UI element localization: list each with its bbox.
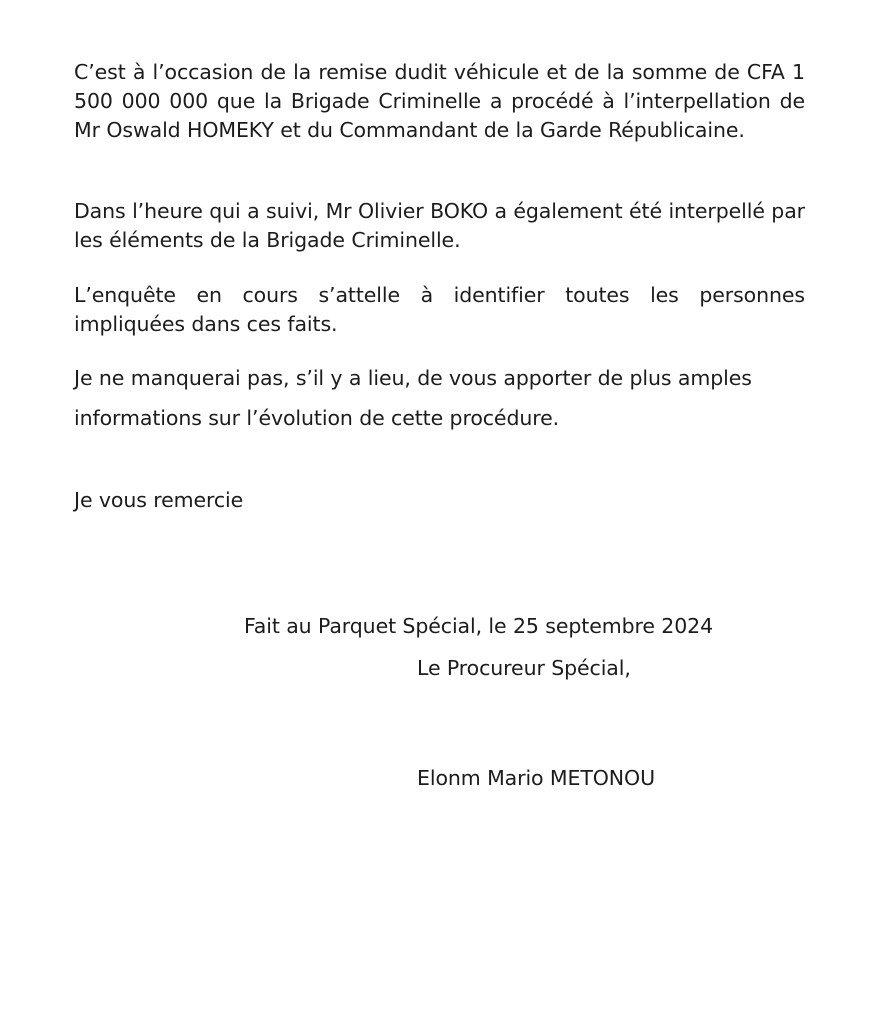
body-paragraph-investigation: L’enquête en cours s’attelle à identifier toutes les personnes impliquées dans ces faits. (74, 283, 805, 336)
place-and-date: Fait au Parquet Spécial, le 25 septembre 2024 (244, 614, 714, 638)
body-paragraph-second-arrest: Dans l’heure qui a suivi, Mr Olivier BOKO a également été interpellé par les éléments de la Brigade Criminelle. (74, 199, 805, 252)
signatory-name: Elonm Mario METONOU (417, 766, 655, 790)
closing-line: Je vous remercie (74, 488, 244, 512)
body-paragraph-followup-line-2: informations sur l’évolution de cette procédure. (74, 406, 560, 430)
body-paragraph-arrest-details: C’est à l’occasion de la remise dudit véhicule et de la somme de CFA 1 500 000 000 que la Brigade Criminelle a procédé à l’interpellation de Mr Oswald HOMEKY et du Commandant de la Garde Républicaine. (74, 60, 805, 142)
signatory-role: Le Procureur Spécial, (417, 656, 631, 680)
body-paragraph-followup-line-1: Je ne manquerai pas, s’il y a lieu, de vous apporter de plus amples (74, 366, 752, 390)
